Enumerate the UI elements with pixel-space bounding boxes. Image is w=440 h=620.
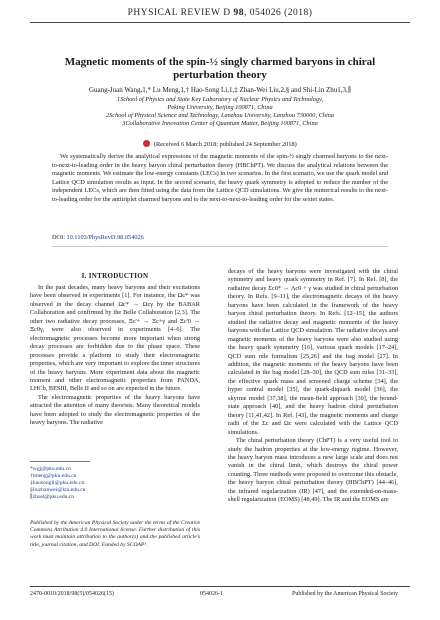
- footnote-email[interactable]: *wgj@pku.edu.cn: [30, 466, 71, 472]
- affiliation-line: 3Collaborative Innovation Center of Quantum Matter, Beijing 100871, China: [122, 120, 318, 127]
- crossmark-icon[interactable]: [143, 140, 150, 147]
- body-paragraph: In the past decades, many heavy baryons and their excitations have been observed in experiments [1]. For instance, the Ωc* was observed in the decay channel Ωc* → Ωcγ by the BABAR Collaboration and confirmed by the Belle Collaboration [2,3]. The other two radiative decay processes, Ξc'+ → Ξc+γ and Ξc'0 → Ξc0γ, were also observed in experiments [4–6]. The electromagnetic processes become more important when strong decay processes are forbidden due to the phase space. These processes provide a platform to study their electromagnetic properties, which are very important to explore the inner structures of the heavy baryons. More experiment data about the magnetic moment and other electromagnetic properties from PANDA, LHCb, BESIII, Belle II and so on are expected in the future.: [30, 284, 200, 393]
- license-note: Published by the American Physical Society under the terms of the Creative Commons Attribution 4.0 International license. Further distribution of this work must maintain attribution to the author(s) and the published article’s title, journal citation, and DOI. Funded by SCOAP³.: [30, 520, 200, 548]
- affiliation-line: Peking University, Beijing 100871, China: [167, 104, 273, 111]
- left-column: [30, 284, 200, 428]
- author-list: Guang-Juan Wang,1,* Lu Meng,1,† Hao-Song Li,1,‡ Zhan-Wei Liu,2,§ and Shi-Lin Zhu1,3,∥: [88, 86, 352, 94]
- header-rule: [30, 22, 410, 23]
- affiliations: [60, 96, 380, 128]
- paper-title: Magnetic moments of the spin-½ singly charmed baryons in chiral perturbation theory: [64, 56, 376, 81]
- footer-publisher: Published by the American Physical Society: [292, 591, 399, 597]
- doi-line: [52, 234, 144, 241]
- watermark: ​: [5, 120, 15, 141]
- footer-issn: 2470-0010/2018/98(5)/054026(15): [30, 591, 114, 597]
- footer-page-number: 054026-1: [200, 591, 223, 597]
- affiliation-line: 2School of Physical Science and Technology, Lanzhou University, Lanzhou 730000, China: [105, 112, 334, 119]
- doi-label: DOI:: [52, 234, 65, 241]
- article-number: 054026: [249, 8, 282, 18]
- section-heading: I. INTRODUCTION: [81, 272, 149, 280]
- footnote-email[interactable]: ‡haosongli@pku.edu.cn: [30, 480, 85, 486]
- abstract-text: We systematically derive the analytical expressions of the magnetic moments of the spin-½ singly charmed baryons to the next-to-next-to-leading order in the heavy baryon chiral perturbation theory (HBChPT). We discuss the analytical relations between the magnetic moments. We estimate the low-energy constants (LECs) in two scenarios. In the first scenario, we use the quark model and Lattice QCD simulation results as input. In the second scenario, the heavy quark symmetry is adopted to reduce the number of the independent LECs, which are then fitted using the data from the Lattice QCD simulations. We give the numerical results to the next-to-leading order for the antitriplet charmed baryons and to the next-to-next-to-leading order for the sextet states.: [52, 153, 388, 203]
- footnote-email[interactable]: §liuzhanwei@lzu.edu.cn: [30, 487, 86, 493]
- journal-volume: 98: [233, 8, 244, 18]
- body-paragraph: decays of the heavy baryons were investigated with the chiral symmetry and heavy quark symmetry in Ref. [7]. In Ref. [8], the radiative decay Σc0* → Λc0 + γ was studied in chiral perturbation theory. In Refs. [9–11], the electromagnetic decays of the heavy baryons have been calculated in the framework of the heavy baryon chiral perturbation theory. In Refs. [12–15], the authors studied the radiative decay and magnetic moments of the heavy baryons with the Lattice QCD simulation. The radiative decays and magnetic moments of the heavy baryons were also studied using the heavy quark symmetry [16], various quark models [17–24], QCD sum rule formalism [25,26] and the bag model [27]. In addition, the magnetic moments of the heavy baryons have been calculated in the bag model [28–30], the QCD sum rules [31–33], the effective quark mass and screened charge scheme [34], the hyper central model [35], the quark-diquark model [36], the skyrme model [37,38], the mean-field approach [39], the bound-state approach [40], and the heavy hadron chiral perturbation theory [11,41,42]. In Ref. [43], the magnetic moments and charge radii of the Σc and Ωc were calculated with the Lattice QCD simulations.: [228, 268, 398, 436]
- received-dates: [60, 140, 380, 148]
- abstract-divider: [52, 246, 388, 247]
- running-header: PHYSICAL REVIEW D 98, 054026 (2018): [127, 8, 313, 18]
- doi-link[interactable]: 10.1103/PhysRevD.98.054026: [66, 234, 144, 241]
- footer-rule: [30, 586, 410, 587]
- footnote-email[interactable]: ∥zhusl@pku.edu.cn: [30, 494, 75, 500]
- footnotes: [30, 466, 200, 501]
- received-text: (Received 6 March 2018; published 24 September 2018): [153, 141, 297, 148]
- journal-name: PHYSICAL REVIEW D: [127, 8, 231, 18]
- footnote-rule: [30, 461, 90, 462]
- affiliation-line: 1School of Physics and State Key Laboratory of Nuclear Physics and Technology,: [116, 96, 324, 103]
- abstract: [52, 153, 388, 205]
- publication-year: (2018): [284, 8, 313, 18]
- body-paragraph: The electromagnetic properties of the heavy baryons have attracted the attention of many theorists. Many theoretical models have been adopted to study the electromagnetic properties of the heavy baryons. The radiative: [30, 393, 200, 427]
- right-column: [228, 268, 398, 505]
- body-paragraph: The chiral perturbation theory (ChPT) is a very useful tool to study the hadron properties at the low-energy regime. However, the heavy baryon mass introduces a new large scale and does not vanish in the chiral limit, which destroys the chiral power counting. Three methods were proposed to overcome this obstacle, the heavy baryon chiral perturbation theory (HBChPT) [44–46], the infrared regularization (IR) [47], and the extended-on-mass-shell regularization (EOMS) [48,49]. The IR and the EOMS are: [228, 437, 398, 504]
- footnote-email[interactable]: †lmeng@pku.edu.cn: [30, 473, 77, 479]
